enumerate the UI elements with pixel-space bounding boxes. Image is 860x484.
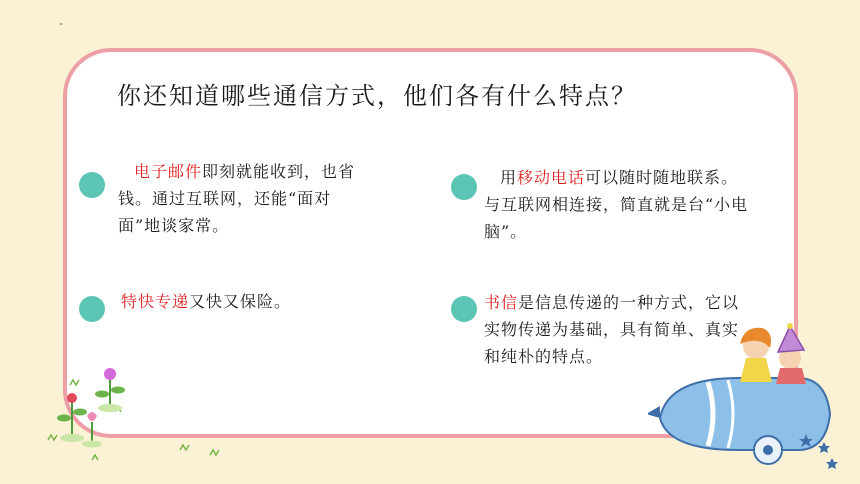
- item-text: [118, 158, 368, 239]
- bullet-dot: [451, 174, 477, 200]
- item-prefix: 用: [500, 168, 518, 187]
- flowers-grass-illustration: [40, 360, 230, 470]
- item-rest: 可以随时随地联系。与互联网相连接，简直就是台“小电脑”。: [484, 168, 749, 241]
- item-rest: 是信息传递的一种方式，它以实物传递为基础，具有简单、真实和纯朴的特点。: [484, 293, 740, 366]
- item-rest: 即刻就能收到，也省钱。通过互联网，还能“面对面”地谈家常。: [118, 162, 356, 235]
- item-highlight: 特快专递: [121, 292, 190, 311]
- item-highlight: 电子邮件: [134, 162, 203, 181]
- bullet-dot: [451, 296, 477, 322]
- item-text: [121, 288, 381, 315]
- bullet-dot: [79, 172, 105, 198]
- item-highlight: 移动电话: [517, 168, 586, 187]
- item-text: [484, 164, 754, 245]
- item-highlight: 书信: [484, 293, 519, 312]
- kids-riding-pencil-rocket-illustration: [648, 318, 852, 478]
- question-heading: 你还知道哪些通信方式，他们各有什么特点？: [117, 82, 637, 110]
- item-rest: 又快又保险。: [189, 292, 292, 311]
- corner-dot: [60, 23, 62, 25]
- bullet-dot: [79, 296, 105, 322]
